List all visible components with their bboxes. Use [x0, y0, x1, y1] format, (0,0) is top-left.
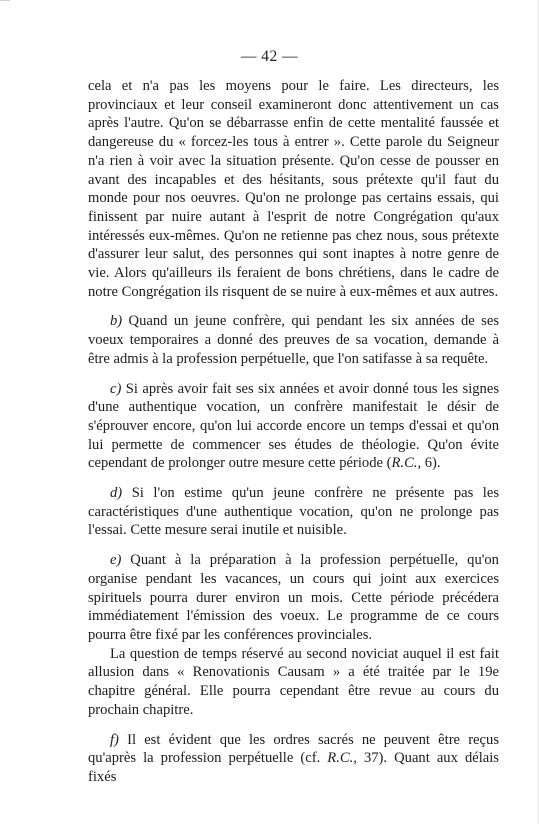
item-letter: d) — [110, 485, 123, 502]
paragraph-text-end: 37). Quant aux délais fixés — [88, 750, 499, 785]
paragraph-item-c — [88, 380, 499, 474]
paragraph-text: Il est évident que les ordres sacrés ne peuvent être reçus qu'après la profession perpétuelle (cf. — [88, 731, 499, 767]
paragraph-text: Quand un jeune confrère, qui pendant les six années de ses voeux temporaires a donné des preuves de sa vocation, demande à être admis à la profession perpétuelle, que l'on satifasse à sa requête. — [88, 313, 499, 367]
paragraph-item-b — [88, 312, 499, 368]
body-text — [88, 77, 499, 787]
paragraph-text-end: 6). — [421, 455, 441, 472]
paragraph-item-e — [88, 551, 499, 645]
paragraph-text: La question de temps réservé au second noviciat auquel il est fait allusion dans « Renovationis Causam » a été traitée par le 19e chapitre général. Elle pourra cependant être revue au cours du prochain chapitre. — [88, 645, 499, 718]
item-letter: b) — [110, 313, 123, 330]
paragraph-second-novitiate — [88, 645, 499, 720]
paragraph-item-d — [88, 484, 499, 540]
paragraph-text: Si après avoir fait ses six années et avoir donné tous les signes d'une authentique vocation, un confrère manifestait le désir de s'éprouver encore, qu'on lui accorde encore un temps d'essai et qu'on lui permette de commencer ses études de théologie. Qu'on évite cependant de prolonger outre mesure cette période ( — [88, 380, 499, 472]
paragraph-text: Si l'on estime qu'un jeune confrère ne présente pas les caractéristiques d'une authentique vocation, qu'on ne prolonge pas l'essai. Cette mesure serai inutile et nuisible. — [88, 485, 499, 539]
item-letter: c) — [110, 380, 122, 397]
item-letter: e) — [110, 552, 122, 569]
paragraph-continuation — [88, 77, 499, 301]
paragraph-text: cela et n'a pas les moyens pour le faire. Les directeurs, les provinciaux et leur conseil examineront donc attentivement un cas après l'autre. Qu'on se débarrasse enfin de cette mentalité faussée et dangereuse du « forcez-les tous à entrer ». Cette parole du Seigneur n'a rien à voir avec la situation présente. Qu'on cesse de pousser en avant des incapables et des hésitants, sous prétexte qu'il faut du monde pour nos oeuvres. Qu'on ne prolonge pas certains essais, qui finissent par nuire autant à l'esprit de notre Congrégation qu'aux intéressés eux-mêmes. Qu'on ne retienne pas chez nous, sous prétexte d'assurer leur salut, des personnes qui sont inaptes à notre genre de vie. Alors qu'ailleurs ils feraient de bons chrétiens, dans le cadre de notre Congrégation ils risquent de se nuire à eux-mêmes et aux autres. — [88, 78, 499, 300]
rule-reference: R.C., — [391, 455, 422, 472]
paragraph-text: Quant à la préparation à la profession perpétuelle, qu'on organise pendant les vacances, un cours qui joint aux exercices spirituels pourra durer environ un mois. Cette période précédera immédiatement l'émission des voeux. Le programme de ce cours pourra être fixé par les conférences provinciales. — [88, 552, 499, 643]
item-letter: f) — [110, 731, 119, 748]
paragraph-item-f — [88, 731, 499, 787]
page-number: — 42 — — [240, 48, 299, 65]
rule-reference: R.C., — [327, 750, 357, 767]
scan-edge-mark — [0, 0, 10, 1]
